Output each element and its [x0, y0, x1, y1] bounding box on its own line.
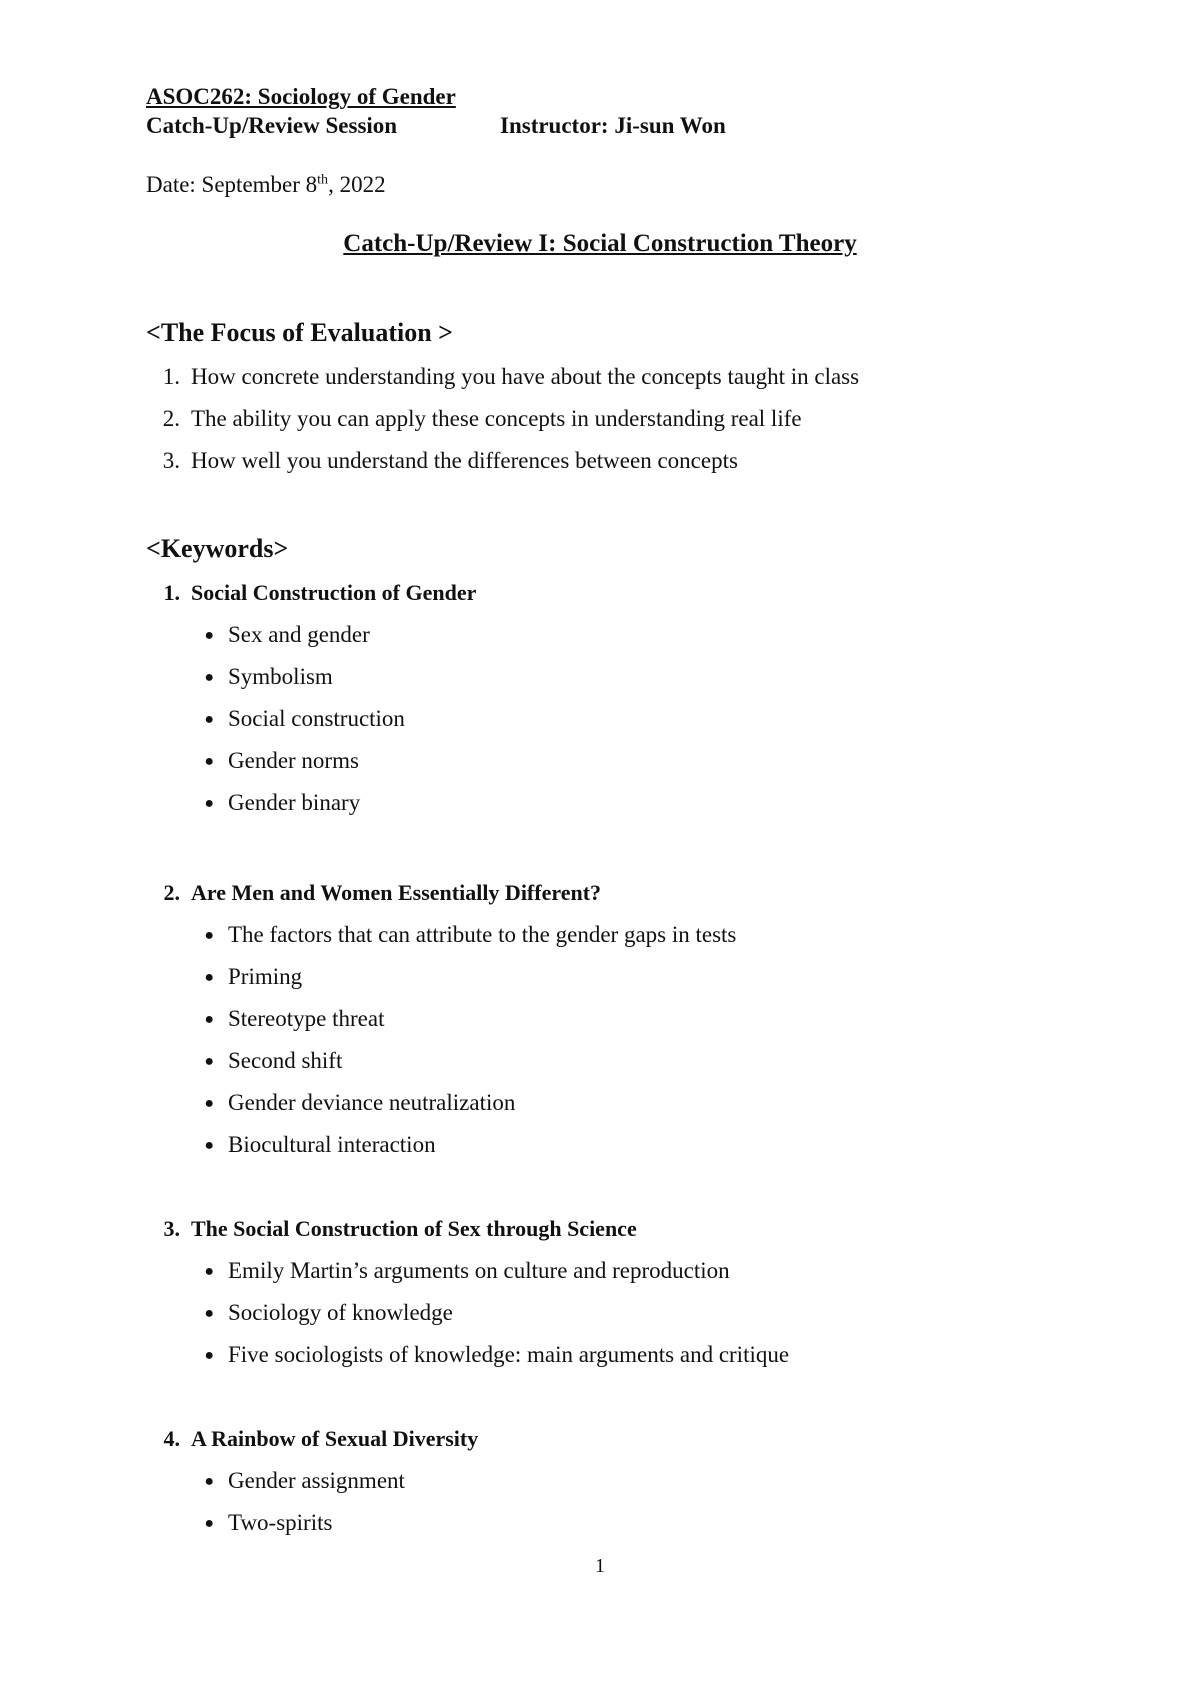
bullet-icon: ●	[204, 1011, 214, 1028]
keyword-text: Sociology of knowledge	[228, 1300, 453, 1325]
keyword-section-number: 1.	[163, 580, 180, 605]
focus-heading: <The Focus of Evaluation >	[146, 318, 453, 347]
keyword-section-title: The Social Construction of Sex through Science	[191, 1216, 637, 1241]
bullet-icon: ●	[204, 1137, 214, 1154]
keyword-section-heading	[146, 1426, 1106, 1468]
keyword-bullet	[146, 664, 1106, 706]
keyword-section-heading	[146, 580, 1106, 622]
keyword-bullet	[146, 1258, 1106, 1300]
keyword-text: Gender binary	[228, 790, 361, 815]
page-number: 1	[595, 1555, 605, 1577]
instructor-label: Instructor: Ji-sun Won	[500, 113, 726, 138]
bullet-icon: ●	[204, 969, 214, 986]
keyword-section	[146, 580, 1106, 832]
focus-item-text: The ability you can apply these concepts in understanding real life	[191, 406, 802, 431]
keyword-text: Emily Martin’s arguments on culture and reproduction	[228, 1258, 730, 1283]
focus-item	[146, 448, 1106, 490]
keyword-text: The factors that can attribute to the gender gaps in tests	[228, 922, 737, 947]
keyword-bullet	[146, 1048, 1106, 1090]
course-title: ASOC262: Sociology of Gender	[146, 84, 456, 109]
focus-item	[146, 364, 1106, 406]
focus-item	[146, 406, 1106, 448]
keyword-bullet	[146, 964, 1106, 1006]
bullet-icon: ●	[204, 711, 214, 728]
keyword-text: Sex and gender	[228, 622, 370, 647]
keyword-bullet	[146, 748, 1106, 790]
keyword-text: Social construction	[228, 706, 405, 731]
keyword-bullet	[146, 1132, 1106, 1174]
keyword-bullet	[146, 1006, 1106, 1048]
keyword-bullet	[146, 1300, 1106, 1342]
keyword-text: Gender deviance neutralization	[228, 1090, 516, 1115]
bullet-icon: ●	[204, 753, 214, 770]
bullet-icon: ●	[204, 627, 214, 644]
date-ordinal: th	[317, 172, 329, 188]
keyword-text: Biocultural interaction	[228, 1132, 436, 1157]
bullet-icon: ●	[204, 669, 214, 686]
bullet-icon: ●	[204, 1095, 214, 1112]
focus-item-number: 1.	[162, 364, 180, 389]
keyword-section-heading	[146, 1216, 1106, 1258]
keyword-section	[146, 1216, 1106, 1384]
date-line	[146, 172, 386, 198]
focus-list	[146, 364, 1106, 490]
bullet-icon: ●	[204, 1473, 214, 1490]
keyword-bullet	[146, 1510, 1106, 1552]
keyword-bullet	[146, 622, 1106, 664]
focus-item-text: How concrete understanding you have about the concepts taught in class	[191, 364, 860, 389]
focus-item-number: 3.	[162, 448, 180, 473]
bullet-icon: ●	[204, 1305, 214, 1322]
bullet-icon: ●	[204, 1263, 214, 1280]
keyword-text: Priming	[228, 964, 303, 989]
focus-item-text: How well you understand the differences between concepts	[191, 448, 738, 473]
keyword-section-title: Are Men and Women Essentially Different?	[191, 880, 602, 905]
keyword-section-heading	[146, 880, 1106, 922]
date-suffix: , 2022	[328, 172, 386, 197]
keyword-section-title: Social Construction of Gender	[191, 580, 477, 605]
keyword-text: Second shift	[228, 1048, 343, 1073]
bullet-icon: ●	[204, 795, 214, 812]
keyword-section	[146, 880, 1106, 1174]
bullet-icon: ●	[204, 1347, 214, 1364]
date-prefix: Date: September 8	[146, 172, 318, 197]
keyword-text: Two-spirits	[228, 1510, 333, 1535]
keyword-text: Gender assignment	[228, 1468, 405, 1493]
keyword-text: Stereotype threat	[228, 1006, 385, 1031]
keyword-text: Gender norms	[228, 748, 359, 773]
keyword-section-number: 3.	[163, 1216, 180, 1241]
bullet-icon: ●	[204, 927, 214, 944]
keyword-text: Symbolism	[228, 664, 333, 689]
keyword-bullet	[146, 706, 1106, 748]
session-label: Catch-Up/Review Session	[146, 113, 398, 138]
keyword-section-title: A Rainbow of Sexual Diversity	[191, 1426, 479, 1451]
keyword-bullet	[146, 922, 1106, 964]
keyword-section-number: 4.	[163, 1426, 180, 1451]
keywords-heading: <Keywords>	[146, 534, 289, 563]
keyword-section	[146, 1426, 1106, 1552]
keyword-section-number: 2.	[163, 880, 180, 905]
keyword-bullet	[146, 1468, 1106, 1510]
keyword-bullet	[146, 1342, 1106, 1384]
keyword-bullet	[146, 1090, 1106, 1132]
focus-item-number: 2.	[162, 406, 180, 431]
keyword-text: Five sociologists of knowledge: main arguments and critique	[228, 1342, 790, 1367]
bullet-icon: ●	[204, 1053, 214, 1070]
keyword-bullet	[146, 790, 1106, 832]
document-title: Catch-Up/Review I: Social Construction Theory	[343, 230, 857, 257]
bullet-icon: ●	[204, 1515, 214, 1532]
